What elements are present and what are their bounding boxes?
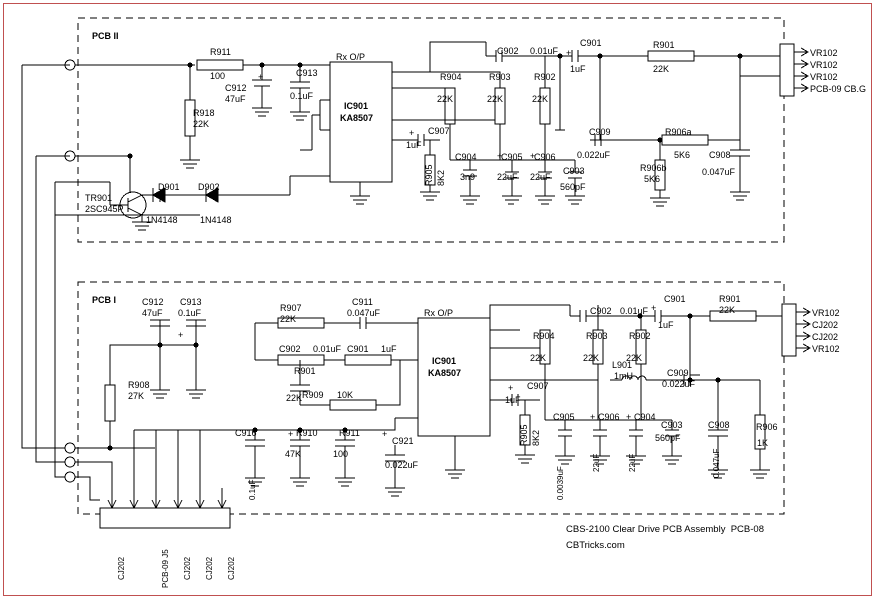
- val-c902-pcb1: 0.01uF: [620, 306, 649, 316]
- val-c912-pcb2: 47uF: [225, 94, 246, 104]
- source-credit: CBTricks.com: [566, 540, 625, 551]
- ref-c904-pcb2: C904: [455, 152, 477, 162]
- ref-r901-pcb2: R901: [653, 40, 675, 50]
- plus-c906-pcb2: +: [530, 151, 536, 161]
- val-c906-pcb1: 22uF: [592, 453, 601, 472]
- val-r904-pcb2: 22K: [437, 94, 454, 104]
- plus-c901-pcb1: +: [651, 303, 657, 313]
- ref-d901: D901: [158, 182, 180, 192]
- ic901-part-pcb1: KA8507: [428, 368, 462, 378]
- bottom-pin-0: CJ202: [117, 556, 126, 580]
- val-r904-pcb1: 22K: [530, 353, 547, 363]
- ref-tr901: TR901: [85, 193, 113, 203]
- val-r905-pcb1: 8K2: [531, 429, 541, 446]
- val-c912-pcb1: 47uF: [142, 308, 163, 318]
- val-r911-pcb1: 27K: [128, 391, 145, 401]
- ref-r911-pcb2: R911: [210, 47, 231, 57]
- val-c915: 47K: [285, 449, 302, 459]
- ref-c917: R911: [339, 428, 360, 438]
- val-l901: 1mH: [614, 371, 634, 381]
- val-r906-pcb1: 1K: [757, 438, 769, 448]
- bottom-pin-3: CJ202: [205, 556, 214, 580]
- ref-l901: L901: [612, 360, 633, 370]
- ref-d902: D902: [198, 182, 220, 192]
- conn-pcb1-0: VR102: [812, 308, 840, 318]
- conn-pcb1-1: CJ202: [812, 320, 839, 330]
- val-c908-pcb2: 0.047uF: [702, 167, 736, 177]
- val-d901: 1N4148: [146, 215, 178, 225]
- plus-c906-pcb1: +: [590, 412, 596, 422]
- plus-c914: +: [382, 429, 388, 439]
- val-c913-pcb2: 0.1uF: [290, 91, 314, 101]
- ref-c908-pcb1: C908: [708, 420, 730, 430]
- ref-c902-pcb1: C902: [590, 306, 612, 316]
- ic901-part-pcb2: KA8507: [340, 113, 374, 123]
- val-r910: 10K: [337, 390, 354, 400]
- ref-c915: R910: [296, 428, 318, 438]
- ref-c905-pcb2: C905: [501, 152, 523, 162]
- val-r903-pcb1: 22K: [583, 353, 600, 363]
- val-r906b: 5K6: [644, 174, 661, 184]
- ref-c913-pcb1: C913: [180, 297, 202, 307]
- ref-c906-pcb2: C906: [534, 152, 556, 162]
- val-c907-pcb2: 1uF: [406, 140, 422, 150]
- ref-r904-pcb2: R904: [440, 72, 462, 82]
- ref-c916: R901: [294, 366, 316, 376]
- ref-c904-pcb1: C904: [634, 412, 656, 422]
- ref-c908-pcb2: C908: [709, 150, 731, 160]
- ref-c906-pcb1: C906: [598, 412, 620, 422]
- val-r918: 22K: [193, 119, 210, 129]
- ref-c912-pcb1: C912: [142, 297, 164, 307]
- ic901-pin-rxop-pcb2: Rx O/P: [336, 52, 366, 62]
- val-c914: 0.022uF: [385, 460, 419, 470]
- ref-c901-pcb1: C901: [664, 294, 686, 304]
- plus-c915: +: [288, 429, 294, 439]
- ref-c911: C911: [352, 297, 373, 307]
- val-c904-pcb2: 3n9: [460, 172, 476, 182]
- conn-pcb1-2: CJ202: [812, 332, 839, 342]
- val-c905-pcb1: 0.0039uF: [556, 466, 565, 500]
- ref-c909-pcb1: C909: [667, 368, 689, 378]
- val-c903-pcb2: 560pF: [560, 182, 586, 192]
- val-r901-pcb1: 22K: [719, 305, 736, 315]
- ref-r904-pcb1: R904: [533, 331, 555, 341]
- val-c906-pcb2: 22uF: [530, 172, 551, 182]
- diagram-title: CBS-2100 Clear Drive PCB Assembly PCB-08: [566, 524, 764, 535]
- ref-c912-pcb2: C912: [225, 83, 247, 93]
- val-r906a: 5K6: [674, 150, 691, 160]
- val-c921: 0.1uF: [248, 479, 257, 500]
- ref-r911-pcb1: R908: [128, 380, 150, 390]
- ref-c921: C916: [235, 428, 257, 438]
- val-c911: 0.047uF: [347, 308, 381, 318]
- ref-r905-pcb2: R905: [424, 164, 434, 186]
- val-r902-pcb2: 22K: [532, 94, 549, 104]
- ref-r903-pcb1: R903: [586, 331, 608, 341]
- ref-c901-pcb2: C901: [580, 38, 602, 48]
- ref-r906a: R906a: [665, 127, 692, 137]
- plus-c907-pcb1: +: [508, 383, 514, 393]
- val-r902-pcb1: 22K: [626, 353, 643, 363]
- ref-c907-pcb1: C907: [527, 381, 549, 391]
- block-label-pcb1: PCB I: [92, 295, 117, 305]
- ref-r906b: R906b: [640, 163, 667, 173]
- val-c903-pcb1: 560pF: [655, 433, 681, 443]
- val-c909-pcb1: 0.022uF: [662, 379, 696, 389]
- plus-c904-pcb1: +: [626, 412, 632, 422]
- conn-pcb2-0: VR102: [810, 48, 838, 58]
- val-tr901: 2SC945P: [85, 204, 124, 214]
- val-c901-pcb2: 1uF: [570, 64, 586, 74]
- val-c908-pcb1: 0.047uF: [712, 448, 721, 478]
- val-c917: 100: [333, 449, 349, 459]
- plus-c912-pcb1: +: [178, 330, 184, 340]
- ref-r901-pcb1: R901: [719, 294, 741, 304]
- conn-pcb2-1: VR102: [810, 60, 838, 70]
- ref-r905-pcb1: R905: [519, 424, 529, 446]
- ref-c903-pcb2: C903: [563, 166, 585, 176]
- val-d902: 1N4148: [200, 215, 232, 225]
- val-c901-pcb1: 1uF: [658, 320, 674, 330]
- ref-r918: R918: [193, 108, 215, 118]
- ref-c903-pcb1: C903: [661, 420, 683, 430]
- ref-r902-pcb2: R902: [534, 72, 556, 82]
- val-r909: 0.01uF: [313, 344, 342, 354]
- plus-c907-pcb2: +: [409, 128, 415, 138]
- conn-pcb1-3: VR102: [812, 344, 840, 354]
- ref-r910: R909: [302, 390, 324, 400]
- ref-c907-pcb2: C907: [428, 126, 450, 136]
- val-c909-pcb2: 0.022uF: [577, 150, 611, 160]
- ref-r907: R907: [280, 303, 302, 313]
- val-c916: 22K: [286, 393, 303, 403]
- val-r908: 1uF: [381, 344, 397, 354]
- conn-pcb2-2: VR102: [810, 72, 838, 82]
- block-label-pcb2: PCB II: [92, 31, 119, 41]
- val-c907-pcb1: 1uF: [505, 395, 521, 405]
- ref-r909: C902: [279, 344, 301, 354]
- plus-c905-pcb2: +: [497, 151, 503, 161]
- ref-r908: C901: [347, 344, 369, 354]
- val-c904-pcb1: 22uF: [628, 453, 637, 472]
- conn-pcb2-3: PCB-09 CB.G: [810, 84, 867, 94]
- ic901-name-pcb1: IC901: [432, 356, 457, 366]
- bottom-pin-1: PCB-09 J5: [161, 549, 170, 588]
- plus-c912-pcb2: +: [258, 72, 264, 82]
- ic901-name-pcb2: IC901: [344, 101, 369, 111]
- ref-r902-pcb1: R902: [629, 331, 651, 341]
- ref-c914: C921: [392, 436, 414, 446]
- val-r907: 22K: [280, 314, 297, 324]
- ref-c905-pcb1: C905: [553, 412, 575, 422]
- ref-r906-pcb1: R906: [756, 422, 778, 432]
- ref-c909-pcb2: C909: [589, 127, 611, 137]
- plus-c901-pcb2: +: [566, 48, 572, 58]
- ref-c902-pcb2: C902: [497, 46, 519, 56]
- bottom-pin-2: CJ202: [183, 556, 192, 580]
- bottom-pin-4: CJ202: [227, 556, 236, 580]
- val-c905-pcb2: 22uF: [497, 172, 518, 182]
- val-c913-pcb1: 0.1uF: [178, 308, 202, 318]
- ref-c913-pcb2: C913: [296, 68, 318, 78]
- val-r903-pcb2: 22K: [487, 94, 504, 104]
- val-r901-pcb2: 22K: [653, 64, 670, 74]
- val-r911-pcb2: 100: [210, 71, 226, 81]
- val-c902-pcb2: 0.01uF: [530, 46, 559, 56]
- ref-r903-pcb2: R903: [489, 72, 511, 82]
- val-r905-pcb2: 8K2: [436, 169, 446, 186]
- ic901-pin-rxop-pcb1: Rx O/P: [424, 308, 454, 318]
